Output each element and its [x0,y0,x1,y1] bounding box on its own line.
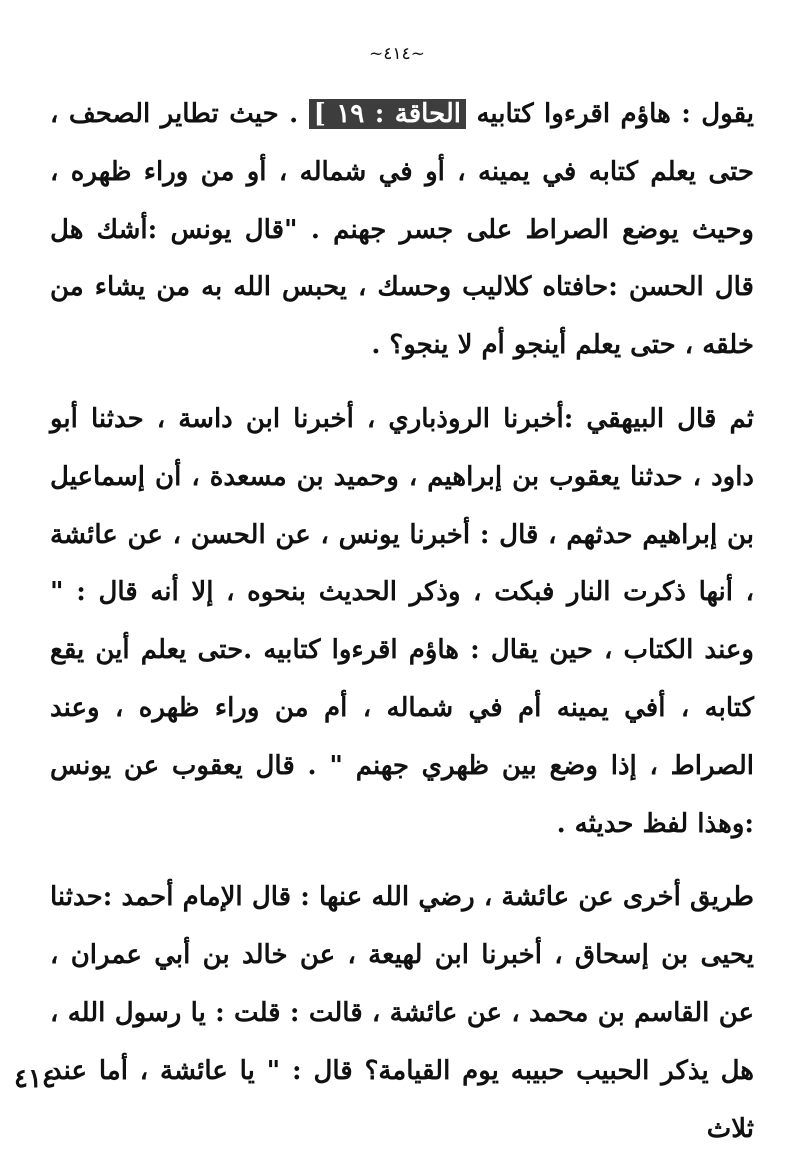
paragraph-3: طريق أخرى عن عائشة ، رضي الله عنها : قال الإمام أحمد :حدثنا يحيى بن إسحاق ، أخبرنا ابن لهيعة ، عن خالد بن أبي عمران ، عن القاسم بن محمد ، عن عائشة ، قالت : قلت : يا رسول الله ، هل يذكر الحبيب حبيبه يوم القيامة؟ قال : " يا عائشة ، أما عند ثلاث [50,882,754,1144]
page-number: ٤١٤ [14,1064,56,1094]
page-marker: ~٤١٤~ [369,44,425,64]
body-text [50,86,754,1158]
quran-reference-highlight: الحاقة : ١٩ ] [309,99,466,129]
paragraph-2: ثم قال البيهقي :أخبرنا الروذباري ، أخبرنا ابن داسة ، حدثنا أبو داود ، حدثنا يعقوب بن إبراهيم ، وحميد بن مسعدة ، أن إسماعيل بن إبراهيم حدثهم ، قال : أخبرنا يونس ، عن الحسن ، عن عائشة ، أنها ذكرت النار فبكت ، وذكر الحديث بنحوه ، إلا أنه قال : " وعند الكتاب ، حين يقال : هاؤم اقرءوا كتابيه .حتى يعلم أين يقع كتابه ، أفي يمينه أم في شماله ، أم من وراء ظهره ، وعند الصراط ، إذا وضع بين ظهري جهنم " . قال يعقوب عن يونس :وهذا لفظ حديثه . [50,403,754,839]
paragraph-1-after: . حيث تطاير الصحف ، حتى يعلم كتابه في يمينه ، أو في شماله ، أو من وراء ظهره ، وحيث يوضع الصراط على جسر جهنم . "قال يونس :أشك هل قال الحسن :حافتاه كلاليب وحسك ، يحبس الله به من يشاء من خلقه ، حتى يعلم أينجو أم لا ينجو؟ . [50,99,754,361]
paragraph-1 [50,86,754,375]
paragraph-1-before: يقول : هاؤم اقرءوا كتابيه [466,99,755,129]
